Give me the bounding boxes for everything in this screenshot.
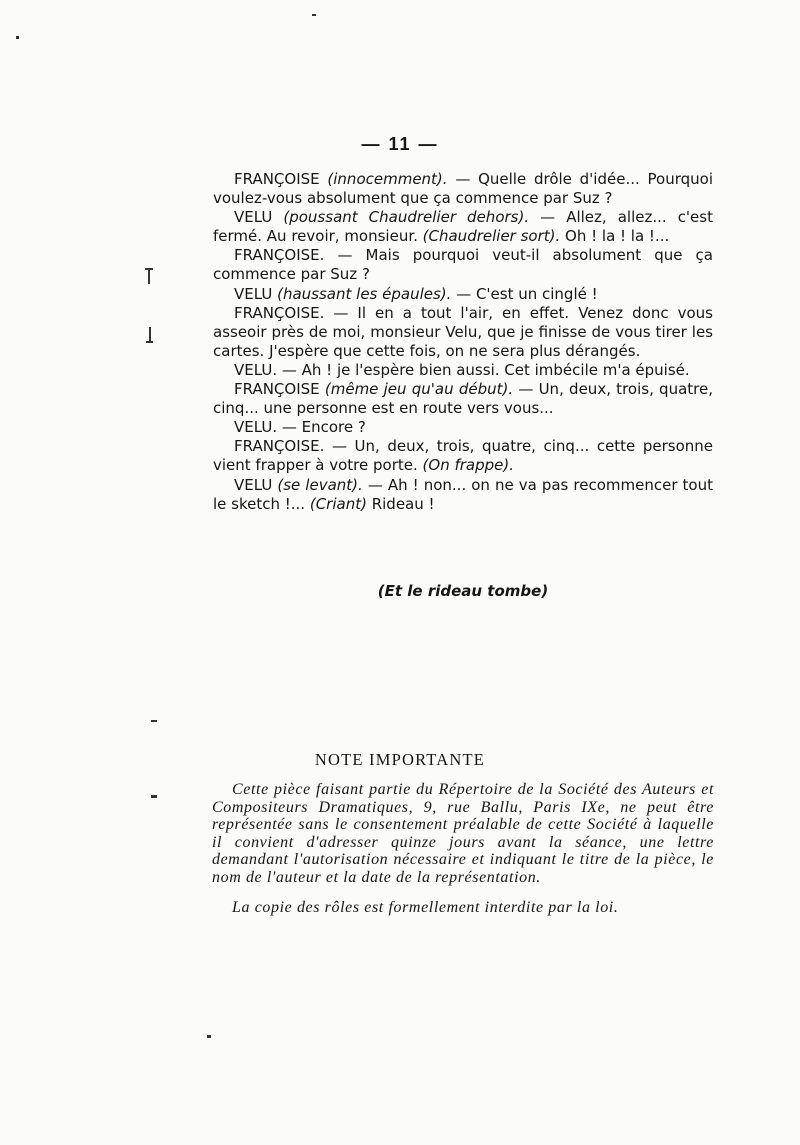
speaker-name: VELU: [234, 475, 273, 494]
dialogue-line: [213, 285, 713, 304]
speaker-name: VELU: [234, 208, 273, 227]
scan-speck: [16, 36, 19, 39]
scan-speck: [151, 720, 157, 722]
line-text: — Il en a tout l'air, en effet. Venez donc vous asseoir près de moi, monsieur Velu, que je finisse de vous tirer les cartes. J'espère que cette fois, on ne sera plus dérangés.: [213, 303, 713, 360]
dialogue-line: [213, 437, 713, 475]
dialogue-line: [213, 418, 713, 437]
line-text: Oh ! la ! la !...: [560, 227, 670, 246]
note-title: NOTE IMPORTANTE: [314, 750, 486, 769]
line-text: — Allez, allez... c'est fermé. Au revoir, monsieur.: [213, 208, 713, 246]
speaker-name: FRANÇOISE.: [234, 303, 325, 322]
line-text: Rideau !: [366, 494, 435, 513]
scan-speck: [148, 268, 150, 284]
scan-speck: [151, 795, 157, 798]
speaker-name: FRANÇOISE.: [234, 246, 325, 265]
speaker-name: VELU.: [234, 360, 278, 379]
speaker-name: VELU.: [234, 418, 278, 437]
stage-direction: (Chaudrelier sort).: [422, 227, 561, 246]
stage-direction: (haussant les épaules).: [277, 284, 452, 303]
stage-direction: (même jeu qu'au début).: [324, 380, 514, 399]
dialogue-line: [213, 361, 713, 380]
scan-speck: [149, 327, 151, 341]
line-text: — Ah ! je l'espère bien aussi. Cet imbécile m'a épuisé.: [277, 360, 690, 379]
speaker-name: VELU: [234, 284, 273, 303]
stage-direction: (innocemment).: [327, 170, 448, 188]
page-number: — 11 —: [361, 134, 439, 154]
note-paragraph: Cette pièce faisant partie du Répertoire de la Société des Auteurs et Compositeurs Dramatiques, 9, rue Ballu, Paris IXe, ne peut être représentée sans le consentement préalable de cette Société à laquelle il convient d'adresser quinze jours avant la séance, une lettre demandant l'autorisation nécessaire et indiquant le titre de la pièce, le nom de l'auteur et la date de la représentation.: [212, 781, 714, 886]
scan-speck: [146, 341, 153, 343]
note-body: [212, 781, 714, 928]
scan-speck: [207, 1035, 211, 1038]
dialogue-line: [213, 476, 713, 514]
note-paragraph: La copie des rôles est formellement interdite par la loi.: [232, 898, 619, 916]
line-text: — Un, deux, trois, quatre, cinq... cette personne vient frapper à votre porte.: [213, 437, 713, 475]
dialogue-line: [213, 380, 713, 418]
line-text: — Ah ! non... on ne va pas recommencer tout le sketch !...: [213, 475, 713, 513]
line-text: — Quelle drôle d'idée... Pourquoi voulez-vous absolument que ça commence par Suz ?: [213, 170, 713, 208]
stage-direction: (se levant).: [277, 475, 363, 494]
line-text: — Mais pourquoi veut-il absolument que ça commence par Suz ?: [213, 246, 713, 284]
dialogue-line: [213, 208, 713, 246]
stage-direction: (Criant): [309, 494, 367, 513]
speaker-name: FRANÇOISE: [234, 380, 320, 399]
line-text: — C'est un cinglé !: [451, 284, 598, 303]
stage-direction: (poussant Chaudrelier dehors).: [283, 208, 530, 227]
scan-speck: [312, 14, 316, 16]
dialogue-line: [213, 170, 713, 208]
scan-speck: [145, 268, 153, 270]
line-text: — Un, deux, trois, quatre, cinq... une personne est en route vers vous...: [213, 380, 713, 418]
dialogue-line: [213, 304, 713, 361]
closing-stage-direction: (Et le rideau tombe): [377, 582, 549, 600]
line-text: — Encore ?: [277, 418, 366, 437]
speaker-name: FRANÇOISE.: [234, 437, 325, 456]
speaker-name: FRANÇOISE: [234, 170, 320, 188]
dialogue-line: [213, 246, 713, 284]
dialogue: [213, 170, 713, 514]
stage-direction: (On frappe).: [422, 456, 514, 475]
